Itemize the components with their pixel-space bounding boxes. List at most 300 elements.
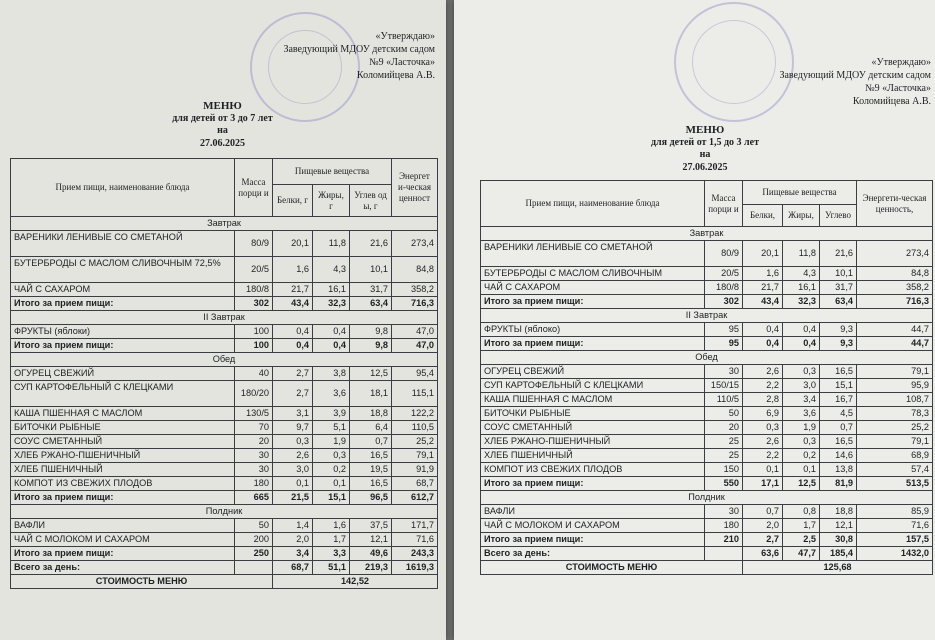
dish-name: СУП КАРТОФЕЛЬНЫЙ С КЛЕЦКАМИ xyxy=(481,379,705,393)
carbs-value: 14,6 xyxy=(820,449,857,463)
col-carbs-header: Углев од ы, г xyxy=(350,185,392,217)
dish-row xyxy=(11,367,438,381)
meal-section-row xyxy=(11,311,438,325)
protein-value: 3,0 xyxy=(273,463,313,477)
dish-row xyxy=(481,365,933,379)
protein-value: 0,3 xyxy=(743,421,783,435)
energy-value: 716,3 xyxy=(392,297,438,311)
dish-row xyxy=(481,449,933,463)
dish-row xyxy=(11,407,438,421)
protein-value: 0,3 xyxy=(273,435,313,449)
menu-title: МЕНЮ xyxy=(685,124,725,136)
menu-body xyxy=(481,227,933,575)
portion-mass: 665 xyxy=(235,491,273,505)
protein-value: 0,1 xyxy=(273,477,313,491)
carbs-value: 9,3 xyxy=(820,323,857,337)
dish-row xyxy=(481,463,933,477)
fat-value: 0,8 xyxy=(783,505,820,519)
carbs-value: 10,1 xyxy=(820,267,857,281)
carbs-value: 16,5 xyxy=(350,477,392,491)
dish-row xyxy=(481,241,933,267)
dish-name: СОУС СМЕТАННЫЙ xyxy=(481,421,705,435)
fat-value: 12,5 xyxy=(783,477,820,491)
portion-mass: 30 xyxy=(705,365,743,379)
menu-table xyxy=(480,180,933,575)
carbs-value: 6,4 xyxy=(350,421,392,435)
carbs-value: 0,7 xyxy=(350,435,392,449)
meal-section-title: Обед xyxy=(11,353,438,367)
dish-name: ВАРЕНИКИ ЛЕНИВЫЕ СО СМЕТАНОЙ xyxy=(11,231,235,257)
dish-row xyxy=(11,421,438,435)
protein-value: 2,7 xyxy=(743,533,783,547)
protein-value: 2,0 xyxy=(743,519,783,533)
energy-value: 110,5 xyxy=(392,421,438,435)
col-nutrients-header: Пищевые вещества xyxy=(743,181,857,205)
total-row xyxy=(11,547,438,561)
meal-section-title: II Завтрак xyxy=(481,309,933,323)
carbs-value: 12,5 xyxy=(350,367,392,381)
protein-value: 0,4 xyxy=(743,337,783,351)
carbs-value: 31,7 xyxy=(350,283,392,297)
portion-mass: 210 xyxy=(705,533,743,547)
menu-cost-row xyxy=(481,561,933,575)
protein-value: 2,2 xyxy=(743,379,783,393)
portion-mass: 302 xyxy=(705,295,743,309)
menu-heading xyxy=(480,124,930,174)
portion-mass: 25 xyxy=(705,449,743,463)
protein-value: 20,1 xyxy=(743,241,783,267)
approval-line: №9 «Ласточка» xyxy=(865,83,931,94)
energy-value: 25,2 xyxy=(392,435,438,449)
protein-value: 2,7 xyxy=(273,381,313,407)
energy-value: 1619,3 xyxy=(392,561,438,575)
dish-name: СОУС СМЕТАННЫЙ xyxy=(11,435,235,449)
protein-value: 17,1 xyxy=(743,477,783,491)
protein-value: 68,7 xyxy=(273,561,313,575)
meal-section-title: Завтрак xyxy=(481,227,933,241)
portion-mass: 100 xyxy=(235,339,273,353)
menu-sheet-3-7 xyxy=(0,0,446,640)
portion-mass: 250 xyxy=(235,547,273,561)
dish-row xyxy=(481,421,933,435)
dish-name: ХЛЕБ РЖАНО-ПШЕНИЧНЫЙ xyxy=(11,449,235,463)
dish-name: КОМПОТ ИЗ СВЕЖИХ ПЛОДОВ xyxy=(11,477,235,491)
meal-section-row xyxy=(11,505,438,519)
approval-line: Коломийцева А.В. xyxy=(356,70,435,81)
protein-value: 43,4 xyxy=(743,295,783,309)
menu-table xyxy=(10,158,438,589)
meal-section-row xyxy=(481,491,933,505)
meal-section-row xyxy=(481,351,933,365)
portion-mass: 180/20 xyxy=(235,381,273,407)
energy-value: 171,7 xyxy=(392,519,438,533)
dish-row xyxy=(11,463,438,477)
protein-value: 0,1 xyxy=(743,463,783,477)
portion-mass: 20 xyxy=(235,435,273,449)
protein-value: 1,6 xyxy=(273,257,313,283)
dish-name: БУТЕРБРОДЫ С МАСЛОМ СЛИВОЧНЫМ 72,5% xyxy=(11,257,235,283)
portion-mass: 180/8 xyxy=(235,283,273,297)
energy-value: 78,3 xyxy=(857,407,933,421)
fat-value: 0,1 xyxy=(313,477,350,491)
dish-row xyxy=(481,519,933,533)
total-row xyxy=(481,533,933,547)
portion-mass: 302 xyxy=(235,297,273,311)
energy-value: 243,3 xyxy=(392,547,438,561)
fat-value: 0,4 xyxy=(313,325,350,339)
menu-sheet-1-5-3 xyxy=(454,0,935,640)
total-label: Итого за прием пищи: xyxy=(481,533,705,547)
carbs-value: 13,8 xyxy=(820,463,857,477)
portion-mass: 180/8 xyxy=(705,281,743,295)
energy-value: 44,7 xyxy=(857,323,933,337)
dish-row xyxy=(11,257,438,283)
portion-mass: 20 xyxy=(705,421,743,435)
dish-row xyxy=(481,393,933,407)
energy-value: 157,5 xyxy=(857,533,933,547)
carbs-value: 4,5 xyxy=(820,407,857,421)
dish-row xyxy=(481,379,933,393)
col-mass-header: Масса порци и xyxy=(235,159,273,217)
energy-value: 79,1 xyxy=(392,449,438,463)
carbs-value: 16,5 xyxy=(820,435,857,449)
carbs-value: 9,8 xyxy=(350,325,392,339)
fat-value: 3,8 xyxy=(313,367,350,381)
fat-value: 15,1 xyxy=(313,491,350,505)
portion-mass: 50 xyxy=(705,407,743,421)
energy-value: 79,1 xyxy=(857,365,933,379)
meal-section-row xyxy=(11,353,438,367)
protein-value: 0,4 xyxy=(273,325,313,339)
fat-value: 1,9 xyxy=(783,421,820,435)
carbs-value: 37,5 xyxy=(350,519,392,533)
protein-value: 21,7 xyxy=(743,281,783,295)
fat-value: 0,4 xyxy=(313,339,350,353)
dish-row xyxy=(481,505,933,519)
carbs-value: 63,4 xyxy=(820,295,857,309)
energy-value: 115,1 xyxy=(392,381,438,407)
portion-mass: 25 xyxy=(705,435,743,449)
col-mass-header: Масса порци и xyxy=(705,181,743,227)
portion-mass: 100 xyxy=(235,325,273,339)
portion-mass: 30 xyxy=(705,505,743,519)
total-label: Всего за день: xyxy=(481,547,705,561)
carbs-value: 9,3 xyxy=(820,337,857,351)
energy-value: 273,4 xyxy=(857,241,933,267)
col-energy-header: Энергети-ческая ценность, xyxy=(857,181,933,227)
carbs-value: 9,8 xyxy=(350,339,392,353)
carbs-value: 63,4 xyxy=(350,297,392,311)
approval-block xyxy=(694,56,931,108)
fat-value: 0,1 xyxy=(783,463,820,477)
energy-value: 95,4 xyxy=(392,367,438,381)
total-label: Итого за прием пищи: xyxy=(11,339,235,353)
fat-value: 3,3 xyxy=(313,547,350,561)
carbs-value: 16,7 xyxy=(820,393,857,407)
col-protein-header: Белки, г xyxy=(273,185,313,217)
fat-value: 47,7 xyxy=(783,547,820,561)
fat-value: 1,7 xyxy=(783,519,820,533)
fat-value: 3,4 xyxy=(783,393,820,407)
carbs-value: 30,8 xyxy=(820,533,857,547)
energy-value: 358,2 xyxy=(392,283,438,297)
energy-value: 513,5 xyxy=(857,477,933,491)
fat-value: 3,6 xyxy=(783,407,820,421)
fat-value: 1,9 xyxy=(313,435,350,449)
portion-mass: 200 xyxy=(235,533,273,547)
portion-mass xyxy=(705,547,743,561)
menu-heading xyxy=(10,100,435,150)
carbs-value: 219,3 xyxy=(350,561,392,575)
dish-name: ЧАЙ С МОЛОКОМ И САХАРОМ xyxy=(11,533,235,547)
approval-line: Коломийцева А.В. xyxy=(852,96,931,107)
portion-mass: 180 xyxy=(705,519,743,533)
energy-value: 44,7 xyxy=(857,337,933,351)
menu-cost-value: 142,52 xyxy=(273,575,438,589)
dish-row xyxy=(481,323,933,337)
carbs-value: 21,6 xyxy=(350,231,392,257)
protein-value: 1,4 xyxy=(273,519,313,533)
protein-value: 2,8 xyxy=(743,393,783,407)
dish-row xyxy=(11,381,438,407)
fat-value: 0,4 xyxy=(783,337,820,351)
dish-name: КАША ПШЕННАЯ С МАСЛОМ xyxy=(11,407,235,421)
dish-name: ХЛЕБ ПШЕНИЧНЫЙ xyxy=(11,463,235,477)
col-fat-header: Жиры, г xyxy=(313,185,350,217)
fat-value: 0,3 xyxy=(783,365,820,379)
dish-row xyxy=(11,477,438,491)
carbs-value: 10,1 xyxy=(350,257,392,283)
energy-value: 85,9 xyxy=(857,505,933,519)
menu-on: на xyxy=(217,125,228,136)
carbs-value: 15,1 xyxy=(820,379,857,393)
total-row xyxy=(481,295,933,309)
dish-name: ОГУРЕЦ СВЕЖИЙ xyxy=(481,365,705,379)
dish-row xyxy=(11,231,438,257)
dish-name: ВАФЛИ xyxy=(11,519,235,533)
menu-cost-value: 125,68 xyxy=(743,561,933,575)
portion-mass: 80/9 xyxy=(705,241,743,267)
dish-row xyxy=(481,435,933,449)
dish-row xyxy=(11,283,438,297)
col-energy-header: Энергет и-ческая ценност xyxy=(392,159,438,217)
protein-value: 2,6 xyxy=(743,365,783,379)
carbs-value: 31,7 xyxy=(820,281,857,295)
portion-mass xyxy=(235,561,273,575)
fat-value: 0,2 xyxy=(783,449,820,463)
fat-value: 32,3 xyxy=(313,297,350,311)
dish-row xyxy=(481,267,933,281)
approval-line: «Утверждаю» xyxy=(871,57,931,68)
fat-value: 1,7 xyxy=(313,533,350,547)
carbs-value: 96,5 xyxy=(350,491,392,505)
protein-value: 1,6 xyxy=(743,267,783,281)
meal-section-row xyxy=(11,217,438,231)
fat-value: 32,3 xyxy=(783,295,820,309)
dish-name: ЧАЙ С САХАРОМ xyxy=(481,281,705,295)
dish-row xyxy=(11,435,438,449)
energy-value: 25,2 xyxy=(857,421,933,435)
carbs-value: 49,6 xyxy=(350,547,392,561)
fat-value: 3,9 xyxy=(313,407,350,421)
portion-mass: 550 xyxy=(705,477,743,491)
dish-name: ЧАЙ С МОЛОКОМ И САХАРОМ xyxy=(481,519,705,533)
col-dish-header: Прием пищи, наименование блюда xyxy=(481,181,705,227)
protein-value: 21,5 xyxy=(273,491,313,505)
col-dish-header: Прием пищи, наименование блюда xyxy=(11,159,235,217)
meal-section-title: Полдник xyxy=(11,505,438,519)
menu-cost-label: СТОИМОСТЬ МЕНЮ xyxy=(481,561,743,575)
carbs-value: 18,8 xyxy=(350,407,392,421)
fat-value: 4,3 xyxy=(313,257,350,283)
portion-mass: 130/5 xyxy=(235,407,273,421)
portion-mass: 80/9 xyxy=(235,231,273,257)
meal-section-row xyxy=(481,227,933,241)
energy-value: 68,7 xyxy=(392,477,438,491)
energy-value: 84,8 xyxy=(392,257,438,283)
carbs-value: 12,1 xyxy=(350,533,392,547)
portion-mass: 30 xyxy=(235,463,273,477)
dish-name: ОГУРЕЦ СВЕЖИЙ xyxy=(11,367,235,381)
protein-value: 3,1 xyxy=(273,407,313,421)
protein-value: 2,2 xyxy=(743,449,783,463)
energy-value: 79,1 xyxy=(857,435,933,449)
total-label: Итого за прием пищи: xyxy=(11,297,235,311)
protein-value: 2,6 xyxy=(273,449,313,463)
carbs-value: 12,1 xyxy=(820,519,857,533)
protein-value: 21,7 xyxy=(273,283,313,297)
energy-value: 91,9 xyxy=(392,463,438,477)
meal-section-title: II Завтрак xyxy=(11,311,438,325)
protein-value: 0,4 xyxy=(743,323,783,337)
dish-name: ФРУКТЫ (яблоко) xyxy=(481,323,705,337)
dish-row xyxy=(11,449,438,463)
protein-value: 63,6 xyxy=(743,547,783,561)
total-label: Итого за прием пищи: xyxy=(11,491,235,505)
dish-name: ВАФЛИ xyxy=(481,505,705,519)
meal-section-title: Полдник xyxy=(481,491,933,505)
energy-value: 358,2 xyxy=(857,281,933,295)
fat-value: 0,3 xyxy=(313,449,350,463)
portion-mass: 95 xyxy=(705,323,743,337)
fat-value: 51,1 xyxy=(313,561,350,575)
menu-cost-label: СТОИМОСТЬ МЕНЮ xyxy=(11,575,273,589)
approval-line: №9 «Ласточка» xyxy=(369,57,435,68)
fat-value: 16,1 xyxy=(313,283,350,297)
protein-value: 6,9 xyxy=(743,407,783,421)
protein-value: 0,7 xyxy=(743,505,783,519)
energy-value: 612,7 xyxy=(392,491,438,505)
fat-value: 0,3 xyxy=(783,435,820,449)
fat-value: 5,1 xyxy=(313,421,350,435)
meal-section-title: Завтрак xyxy=(11,217,438,231)
energy-value: 68,9 xyxy=(857,449,933,463)
total-row xyxy=(11,297,438,311)
menu-title: МЕНЮ xyxy=(203,100,242,112)
approval-line: «Утверждаю» xyxy=(375,31,435,42)
fat-value: 11,8 xyxy=(313,231,350,257)
carbs-value: 21,6 xyxy=(820,241,857,267)
dish-name: ЧАЙ С САХАРОМ xyxy=(11,283,235,297)
dish-name: ХЛЕБ ПШЕНИЧНЫЙ xyxy=(481,449,705,463)
protein-value: 2,0 xyxy=(273,533,313,547)
carbs-value: 16,5 xyxy=(820,365,857,379)
total-row xyxy=(11,491,438,505)
dish-row xyxy=(481,281,933,295)
dish-row xyxy=(481,407,933,421)
energy-value: 71,6 xyxy=(392,533,438,547)
portion-mass: 20/5 xyxy=(235,257,273,283)
total-label: Итого за прием пищи: xyxy=(481,295,705,309)
protein-value: 0,4 xyxy=(273,339,313,353)
col-protein-header: Белки, xyxy=(743,205,783,227)
carbs-value: 19,5 xyxy=(350,463,392,477)
energy-value: 1432,0 xyxy=(857,547,933,561)
menu-cost-row xyxy=(11,575,438,589)
portion-mass: 20/5 xyxy=(705,267,743,281)
dish-name: ФРУКТЫ (яблоки) xyxy=(11,325,235,339)
carbs-value: 16,5 xyxy=(350,449,392,463)
fat-value: 2,5 xyxy=(783,533,820,547)
total-row xyxy=(481,477,933,491)
menu-date: 27.06.2025 xyxy=(682,161,728,173)
total-label: Всего за день: xyxy=(11,561,235,575)
col-fat-header: Жиры, xyxy=(783,205,820,227)
total-label: Итого за прием пищи: xyxy=(481,337,705,351)
portion-mass: 30 xyxy=(235,449,273,463)
fat-value: 3,6 xyxy=(313,381,350,407)
carbs-value: 81,9 xyxy=(820,477,857,491)
dish-row xyxy=(11,533,438,547)
col-carbs-header: Углево xyxy=(820,205,857,227)
energy-value: 108,7 xyxy=(857,393,933,407)
dish-name: БУТЕРБРОДЫ С МАСЛОМ СЛИВОЧНЫМ xyxy=(481,267,705,281)
fat-value: 0,2 xyxy=(313,463,350,477)
protein-value: 43,4 xyxy=(273,297,313,311)
protein-value: 2,6 xyxy=(743,435,783,449)
portion-mass: 180 xyxy=(235,477,273,491)
total-row xyxy=(11,561,438,575)
portion-mass: 150/15 xyxy=(705,379,743,393)
protein-value: 2,7 xyxy=(273,367,313,381)
protein-value: 3,4 xyxy=(273,547,313,561)
portion-mass: 70 xyxy=(235,421,273,435)
approval-line: Заведующий МДОУ детским садом xyxy=(283,44,435,55)
fat-value: 16,1 xyxy=(783,281,820,295)
meal-section-row xyxy=(481,309,933,323)
menu-date: 27.06.2025 xyxy=(200,137,245,149)
meal-section-title: Обед xyxy=(481,351,933,365)
fat-value: 4,3 xyxy=(783,267,820,281)
menu-subtitle: для детей от 3 до 7 лет xyxy=(172,112,273,124)
approval-line: Заведующий МДОУ детским садом xyxy=(779,70,931,81)
portion-mass: 150 xyxy=(705,463,743,477)
energy-value: 273,4 xyxy=(392,231,438,257)
carbs-value: 18,1 xyxy=(350,381,392,407)
portion-mass: 95 xyxy=(705,337,743,351)
energy-value: 71,6 xyxy=(857,519,933,533)
menu-body xyxy=(11,217,438,589)
energy-value: 84,8 xyxy=(857,267,933,281)
col-nutrients-header: Пищевые вещества xyxy=(273,159,392,185)
dish-name: БИТОЧКИ РЫБНЫЕ xyxy=(11,421,235,435)
portion-mass: 110/5 xyxy=(705,393,743,407)
total-row xyxy=(481,547,933,561)
total-row xyxy=(11,339,438,353)
total-label: Итого за прием пищи: xyxy=(11,547,235,561)
menu-subtitle: для детей от 1,5 до 3 лет xyxy=(651,136,759,148)
carbs-value: 18,8 xyxy=(820,505,857,519)
